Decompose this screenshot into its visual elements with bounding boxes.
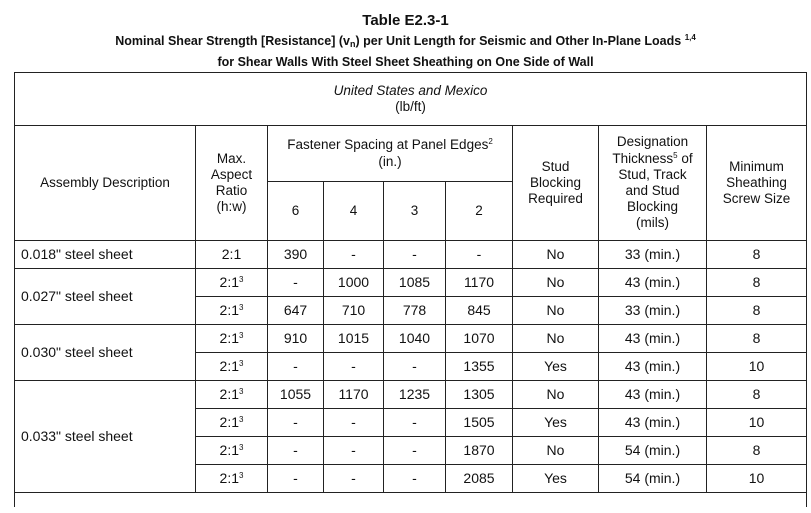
assembly-description-cell: 0.030" steel sheet [15,325,196,381]
spacing-6-value: 910 [268,325,324,353]
aspect-ratio-footnote-ref: 3 [239,415,244,425]
spacing-4-value: 710 [324,297,384,325]
spacing-2-value: 2085 [446,465,513,493]
table-title-line-2 [0,34,811,48]
table-row [15,325,807,353]
table-body [15,241,807,493]
thickness-label-suffix: of [677,150,693,166]
assembly-description-cell: 0.027" steel sheet [15,269,196,325]
aspect-ratio-value: 2:1 [219,470,239,487]
spacing-6-value: 647 [268,297,324,325]
spacing-4-value: 1000 [324,269,384,297]
spacing-6-value: - [268,437,324,465]
aspect-ratio-value: 2:1 [219,442,239,459]
spacing-3-value: 1235 [384,381,446,409]
stud-blocking-value: No [513,269,599,297]
aspect-ratio-footnote-ref: 3 [239,331,244,341]
region-name: United States and Mexico [333,82,488,98]
aspect-ratio-footnote-ref: 3 [239,471,244,481]
spacing-6-value: - [268,409,324,437]
header-line: Max. [216,150,247,166]
screw-size-value: 10 [707,465,807,493]
designation-thickness-value: 43 (min.) [599,353,707,381]
designation-thickness-value: 43 (min.) [599,325,707,353]
title-text: ) per Unit Length for Seismic and Other In-Plane Loads [355,34,685,48]
region-units: (lb/ft) [395,99,426,114]
table-continuation-cell [15,493,807,508]
screw-size-value: 8 [707,325,807,353]
aspect-ratio-value: 2:1 [219,330,239,347]
spacing-3-header: 3 [384,182,446,241]
table-continuation-row [15,493,807,508]
aspect-ratio-value: 2:1 [219,358,239,375]
spacing-2-value: 1870 [446,437,513,465]
spacing-2-value: 1170 [446,269,513,297]
spacing-2-value: 1070 [446,325,513,353]
spacing-3-value: - [384,409,446,437]
header-line: Minimum [729,158,784,174]
spacing-4-header: 4 [324,182,384,241]
spacing-6-header: 6 [268,182,324,241]
spacing-3-value: - [384,353,446,381]
header-line [268,137,512,153]
aspect-ratio-cell [196,297,268,325]
table-row [15,269,807,297]
designation-thickness-value: 43 (min.) [599,409,707,437]
screw-size-value: 8 [707,437,807,465]
spacing-6-value: 390 [268,241,324,269]
spacing-3-value: 1085 [384,269,446,297]
aspect-ratio-value: 2:1 [219,386,239,403]
aspect-ratio-value: 2:1 [221,246,242,263]
aspect-ratio-footnote-ref: 3 [239,275,244,285]
title-footnote-ref: 1,4 [684,33,696,42]
spacing-2-value: - [446,241,513,269]
header-line: and Stud [625,183,680,198]
table-row [15,381,807,409]
stud-blocking-value: Yes [513,465,599,493]
stud-blocking-value: No [513,325,599,353]
aspect-ratio-cell [196,465,268,493]
designation-thickness-value: 54 (min.) [599,465,707,493]
header-line: Blocking [529,174,582,190]
designation-thickness-header [599,126,707,241]
spacing-2-value: 1505 [446,409,513,437]
shear-strength-table [14,72,807,507]
screw-size-value: 8 [707,381,807,409]
spacing-4-value: 1170 [324,381,384,409]
spacing-4-value: - [324,409,384,437]
stud-blocking-value: No [513,241,599,269]
spacing-footnote-ref: 2 [488,137,493,147]
aspect-ratio-footnote-ref: 3 [239,387,244,397]
header-line [599,151,706,167]
header-line: Screw Size [722,191,791,207]
header-line: Stud, Track [618,166,687,182]
header-line: Designation [616,134,689,150]
spacing-6-value: - [268,465,324,493]
thickness-footnote-ref: 5 [673,150,678,160]
designation-thickness-value: 33 (min.) [599,241,707,269]
designation-thickness-value: 54 (min.) [599,437,707,465]
aspect-ratio-cell [196,409,268,437]
header-line: (mils) [636,215,669,231]
stud-blocking-value: No [513,437,599,465]
spacing-6-value: 1055 [268,381,324,409]
aspect-ratio-value: 2:1 [219,274,239,291]
designation-thickness-value: 43 (min.) [599,269,707,297]
spacing-6-value: - [268,353,324,381]
title-subscript: n [349,39,356,49]
spacing-units: (in.) [378,153,402,169]
spacing-3-value: - [384,465,446,493]
aspect-ratio-header [196,126,268,241]
spacing-3-value: 778 [384,297,446,325]
designation-thickness-value: 43 (min.) [599,381,707,409]
fastener-spacing-header [268,126,513,182]
stud-blocking-value: No [513,297,599,325]
stud-blocking-value: Yes [513,353,599,381]
spacing-3-value: - [384,437,446,465]
aspect-ratio-cell [196,325,268,353]
aspect-ratio-footnote-ref: 3 [239,303,244,313]
spacing-2-value: 1305 [446,381,513,409]
spacing-4-value: 1015 [324,325,384,353]
aspect-ratio-cell [196,269,268,297]
stud-blocking-value: No [513,381,599,409]
header-line: Aspect [210,166,253,182]
spacing-4-value: - [324,465,384,493]
aspect-ratio-value: 2:1 [219,302,239,319]
aspect-ratio-footnote-ref: 3 [239,359,244,369]
table-number: Table E2.3-1 [362,12,449,29]
spacing-2-value: 845 [446,297,513,325]
header-line: Ratio [215,183,248,198]
thickness-label: Thickness [612,150,674,166]
assembly-description-cell: 0.033" steel sheet [15,381,196,493]
table-title-line-3: for Shear Walls With Steel Sheet Sheathing on One Side of Wall [217,55,594,69]
header-line: Blocking [626,199,679,215]
screw-size-value: 8 [707,241,807,269]
designation-thickness-value: 33 (min.) [599,297,707,325]
screw-size-header [707,126,807,241]
screw-size-value: 8 [707,269,807,297]
spacing-2-header: 2 [446,182,513,241]
header-line: Required [528,191,583,207]
header-line: Stud [541,158,570,174]
spacing-3-value: 1040 [384,325,446,353]
stud-blocking-value: Yes [513,409,599,437]
screw-size-value: 8 [707,297,807,325]
stud-blocking-header [513,126,599,241]
table-row [15,241,807,269]
assembly-description-header: Assembly Description [15,126,196,241]
spacing-4-value: - [324,437,384,465]
aspect-ratio-cell [196,437,268,465]
assembly-description-cell: 0.018" steel sheet [15,241,196,269]
spacing-label: Fastener Spacing at Panel Edges [287,137,489,153]
header-line: (h:w) [216,199,247,215]
aspect-ratio-cell [196,381,268,409]
aspect-ratio-cell [196,353,268,381]
region-header [15,73,807,126]
screw-size-value: 10 [707,409,807,437]
spacing-4-value: - [324,353,384,381]
aspect-ratio-value: 2:1 [219,414,239,431]
screw-size-value: 10 [707,353,807,381]
spacing-4-value: - [324,241,384,269]
title-text: Nominal Shear Strength [Resistance] (v [115,34,350,48]
spacing-3-value: - [384,241,446,269]
spacing-2-value: 1355 [446,353,513,381]
aspect-ratio-footnote-ref: 3 [239,443,244,453]
aspect-ratio-cell [196,241,268,269]
spacing-6-value: - [268,269,324,297]
header-line: Sheathing [726,174,787,190]
